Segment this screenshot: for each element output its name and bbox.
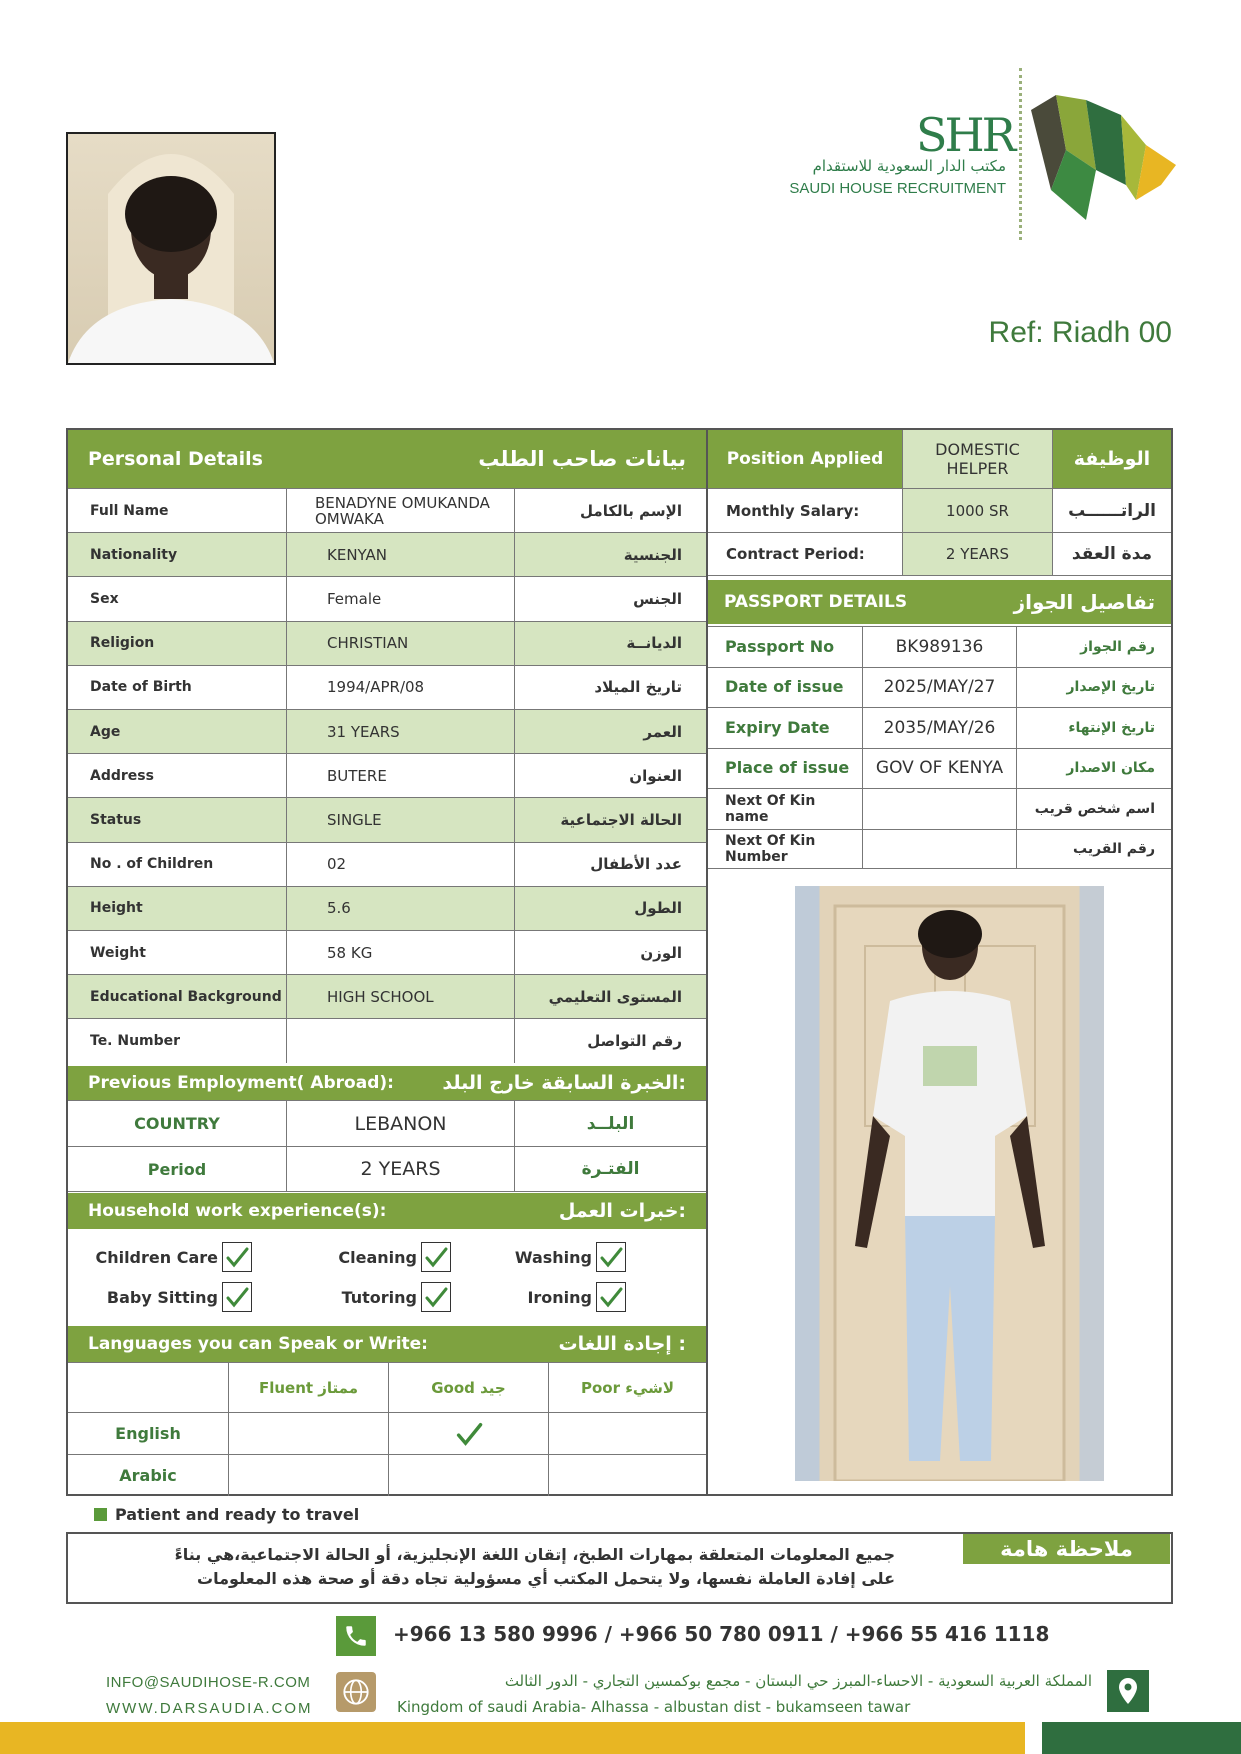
language-name: Arabic bbox=[119, 1466, 177, 1485]
personal-row-label-ar: الطول bbox=[514, 887, 706, 930]
language-level-cell bbox=[388, 1455, 548, 1496]
language-levels-row bbox=[68, 1362, 706, 1412]
skill-item bbox=[22, 1282, 252, 1312]
language-level-cell bbox=[548, 1413, 706, 1454]
personal-row-label: Status bbox=[90, 811, 142, 828]
personal-header-ar: بيانات صاحب الطلب bbox=[478, 447, 686, 471]
phone-numbers[interactable]: +966 13 580 9996 / +966 50 780 0911 / +966 55 416 1118 bbox=[393, 1622, 1050, 1646]
language-row bbox=[68, 1412, 706, 1454]
personal-row-label-ar: العمر bbox=[514, 710, 706, 753]
passport-row-value bbox=[862, 789, 1016, 829]
passport-row-value: BK989136 bbox=[862, 627, 1016, 667]
passport-row bbox=[708, 829, 1171, 870]
skill-label: Tutoring bbox=[341, 1287, 417, 1307]
passport-row-label: Next Of Kin Number bbox=[725, 832, 816, 865]
employment-header bbox=[68, 1066, 706, 1100]
personal-row bbox=[68, 1018, 706, 1062]
passport-row bbox=[708, 707, 1171, 748]
personal-row-label-ar: العنوان bbox=[514, 754, 706, 797]
logo-english-name: SAUDI HOUSE RECRUITMENT bbox=[789, 180, 1006, 197]
languages-header-ar: إجادة اللغات : bbox=[558, 1333, 686, 1355]
remark-bullet-icon bbox=[94, 1508, 107, 1521]
employment-row-label: COUNTRY bbox=[134, 1114, 220, 1133]
remark bbox=[94, 1505, 359, 1524]
personal-row-value: BUTERE bbox=[286, 754, 514, 797]
passport-row-label: Next Of Kin name bbox=[725, 792, 816, 825]
notice-line-1: جميع المعلومات المتعلقة بمهارات الطبخ، إتقان اللغة الإنجليزية، أو الحالة الاجتماعية،هي بناءً bbox=[174, 1545, 895, 1564]
passport-row-value bbox=[862, 830, 1016, 869]
contact-links bbox=[106, 1670, 313, 1722]
personal-row-label-ar: عدد الأطفال bbox=[514, 843, 706, 886]
personal-row-label: Nationality bbox=[90, 546, 178, 563]
personal-row-label: Date of Birth bbox=[90, 679, 192, 696]
remark-text: Patient and ready to travel bbox=[115, 1505, 360, 1524]
contract-value: 2 YEARS bbox=[902, 533, 1052, 575]
logo-divider bbox=[1019, 68, 1022, 240]
salary-label: Monthly Salary: bbox=[726, 501, 860, 520]
languages-header-en: Languages you can Speak or Write: bbox=[88, 1334, 428, 1354]
passport-row-label: Passport No bbox=[725, 636, 835, 656]
saudi-map-logo-icon bbox=[1026, 90, 1178, 222]
personal-row bbox=[68, 753, 706, 797]
email-link[interactable]: INFO@SAUDIHOSE-R.COM bbox=[106, 1674, 311, 1691]
website-link[interactable]: WWW.DARSAUDIA.COM bbox=[106, 1700, 313, 1717]
footer-bar-yellow bbox=[0, 1722, 1025, 1754]
personal-row-label-ar: الإسم بالكامل bbox=[514, 489, 706, 532]
personal-details-header bbox=[68, 430, 706, 488]
skill-item bbox=[396, 1282, 626, 1312]
personal-row-label-ar: المستوى التعليمي bbox=[514, 975, 706, 1018]
personal-row bbox=[68, 621, 706, 665]
contract-label-ar: مدة العقد bbox=[1052, 533, 1171, 575]
employment-header-ar: الخبرة السابقة خارج البلد: bbox=[442, 1072, 686, 1094]
employment-row-label-ar: الفتـرة bbox=[514, 1147, 706, 1191]
personal-row bbox=[68, 886, 706, 930]
skill-label: Washing bbox=[514, 1247, 592, 1267]
footer-bar-green bbox=[1042, 1722, 1241, 1754]
employment-row-value: LEBANON bbox=[286, 1101, 514, 1146]
contract-row bbox=[708, 532, 1171, 576]
address bbox=[397, 1668, 1092, 1720]
skill-item bbox=[396, 1242, 626, 1272]
salary-value: 1000 SR bbox=[902, 489, 1052, 532]
personal-row-value: 1994/APR/08 bbox=[286, 666, 514, 709]
personal-row bbox=[68, 974, 706, 1018]
personal-row-label: Weight bbox=[90, 944, 146, 961]
passport-row-label-ar: رقم الجواز bbox=[1016, 627, 1171, 667]
skill-checkbox[interactable] bbox=[596, 1282, 626, 1312]
reference-number: Ref: Riadh 00 bbox=[988, 316, 1172, 349]
language-level-header: Fluent ممتاز bbox=[228, 1363, 388, 1412]
skill-label: Ironing bbox=[527, 1287, 592, 1307]
personal-row-label: Te. Number bbox=[90, 1032, 181, 1049]
personal-row-value: CHRISTIAN bbox=[286, 622, 514, 665]
personal-row-label: Height bbox=[90, 900, 143, 917]
personal-row-value: 5.6 bbox=[286, 887, 514, 930]
personal-row-label-ar: الجنس bbox=[514, 577, 706, 620]
passport-row bbox=[708, 667, 1171, 708]
skill-label: Children Care bbox=[95, 1247, 218, 1267]
passport-row bbox=[708, 788, 1171, 829]
language-name: English bbox=[115, 1424, 181, 1443]
language-level-header: Poor لاشيء bbox=[548, 1363, 706, 1412]
personal-row-value bbox=[286, 1019, 514, 1062]
passport-row-value: 2025/MAY/27 bbox=[862, 668, 1016, 708]
employment-header-en: Previous Employment( Abroad): bbox=[88, 1073, 394, 1093]
personal-row bbox=[68, 709, 706, 753]
personal-row-label-ar: الحالة الاجتماعية bbox=[514, 798, 706, 841]
passport-row-label-ar: تاريخ الإنتهاء bbox=[1016, 708, 1171, 748]
applicant-full-photo bbox=[795, 886, 1104, 1481]
personal-row bbox=[68, 576, 706, 620]
address-ar: المملكة العربية السعودية - الاحساء-المبرز حي البستان - مجمع بوكمسين التجاري - الدور الثالث bbox=[504, 1672, 1092, 1690]
household-header bbox=[68, 1193, 706, 1229]
language-corner-cell bbox=[68, 1363, 228, 1412]
passport-row bbox=[708, 626, 1171, 667]
personal-row-value: SINGLE bbox=[286, 798, 514, 841]
passport-row-value: GOV OF KENYA bbox=[862, 749, 1016, 789]
languages-header bbox=[68, 1326, 706, 1362]
personal-row bbox=[68, 842, 706, 886]
personal-row-label-ar: الديانــة bbox=[514, 622, 706, 665]
personal-row-value: HIGH SCHOOL bbox=[286, 975, 514, 1018]
employment-row bbox=[68, 1146, 706, 1192]
address-en: Kingdom of saudi Arabia- Alhassa - albustan dist - bukamseen tawar bbox=[397, 1698, 911, 1716]
personal-row-value: 31 YEARS bbox=[286, 710, 514, 753]
personal-row-value: 02 bbox=[286, 843, 514, 886]
personal-row bbox=[68, 930, 706, 974]
passport-row-label-ar: اسم شخص قريب bbox=[1016, 789, 1171, 829]
position-row bbox=[708, 430, 1171, 488]
passport-header bbox=[708, 580, 1171, 624]
phone-icon bbox=[336, 1616, 376, 1656]
checkmark-icon bbox=[598, 1284, 624, 1310]
passport-row-label: Expiry Date bbox=[725, 717, 830, 737]
notice-text bbox=[80, 1543, 895, 1591]
skill-checkbox[interactable] bbox=[596, 1242, 626, 1272]
household-header-ar: خبرات العمل: bbox=[558, 1200, 686, 1222]
personal-row-value: Female bbox=[286, 577, 514, 620]
passport-row-label-ar: مكان الاصدار bbox=[1016, 749, 1171, 789]
language-level-cell bbox=[228, 1455, 388, 1496]
personal-row-label-ar: الوزن bbox=[514, 931, 706, 974]
personal-header-en: Personal Details bbox=[88, 448, 263, 470]
salary-label-ar: الراتــــــب bbox=[1052, 489, 1171, 532]
position-value: DOMESTIC HELPER bbox=[902, 430, 1052, 488]
checkmark-icon bbox=[452, 1419, 486, 1449]
personal-row-label: Address bbox=[90, 767, 154, 784]
employment-row-value: 2 YEARS bbox=[286, 1147, 514, 1191]
household-header-en: Household work experience(s): bbox=[88, 1201, 387, 1221]
passport-row-label-ar: رقم القريب bbox=[1016, 830, 1171, 869]
checkmark-icon bbox=[598, 1244, 624, 1270]
personal-row-label-ar: رقم التواصل bbox=[514, 1019, 706, 1062]
personal-row-value: 58 KG bbox=[286, 931, 514, 974]
personal-row-label: No . of Children bbox=[90, 856, 214, 873]
employment-row-label-ar: البلــد bbox=[514, 1101, 706, 1146]
personal-row-label: Sex bbox=[90, 590, 119, 607]
language-level-header: Good جيد bbox=[388, 1363, 548, 1412]
language-row bbox=[68, 1454, 706, 1496]
personal-row bbox=[68, 532, 706, 576]
personal-row-value: KENYAN bbox=[286, 533, 514, 576]
employment-row-label: Period bbox=[147, 1159, 207, 1179]
skill-label: Baby Sitting bbox=[106, 1287, 218, 1307]
logo-brand: SHR bbox=[916, 108, 1014, 162]
position-label: Position Applied bbox=[708, 430, 902, 488]
passport-row bbox=[708, 748, 1171, 789]
passport-header-ar: تفاصيل الجواز bbox=[1013, 590, 1155, 614]
language-level-cell bbox=[548, 1455, 706, 1496]
personal-row-label: Educational Background bbox=[90, 988, 282, 1005]
skill-label: Cleaning bbox=[338, 1247, 417, 1267]
personal-row-value: BENADYNE OMUKANDA OMWAKA bbox=[286, 489, 514, 532]
personal-row-label: Full Name bbox=[90, 502, 169, 519]
personal-row-label: Age bbox=[90, 723, 121, 740]
language-level-cell bbox=[228, 1413, 388, 1454]
personal-row bbox=[68, 488, 706, 532]
position-label-ar: الوظيفة bbox=[1052, 430, 1171, 488]
passport-header-en: PASSPORT DETAILS bbox=[724, 592, 908, 612]
employment-row bbox=[68, 1100, 706, 1146]
passport-row-value: 2035/MAY/26 bbox=[862, 708, 1016, 748]
personal-row bbox=[68, 665, 706, 709]
location-pin-icon bbox=[1107, 1670, 1149, 1712]
personal-row bbox=[68, 797, 706, 841]
logo-arabic-name: مكتب الدار السعودية للاستقدام bbox=[812, 157, 1006, 175]
skill-item bbox=[22, 1242, 252, 1272]
passport-row-label-ar: تاريخ الإصدار bbox=[1016, 668, 1171, 708]
personal-row-label-ar: الجنسية bbox=[514, 533, 706, 576]
language-level-cell bbox=[388, 1413, 548, 1454]
personal-row-label: Religion bbox=[90, 635, 155, 652]
passport-row-label: Date of issue bbox=[725, 677, 844, 697]
salary-row bbox=[708, 488, 1171, 532]
passport-row-label: Place of issue bbox=[725, 758, 850, 778]
notice-line-2: على إفادة العاملة نفسها، ولا يتحمل المكتب أي مسؤولية تجاه دقة أو صحة هذه المعلومات bbox=[197, 1569, 895, 1588]
applicant-portrait bbox=[66, 132, 276, 365]
notice-title: ملاحظة هامة bbox=[963, 1534, 1170, 1564]
globe-icon bbox=[336, 1672, 376, 1712]
personal-row-label-ar: تاريخ الميلاد bbox=[514, 666, 706, 709]
contract-label: Contract Period: bbox=[726, 545, 865, 563]
